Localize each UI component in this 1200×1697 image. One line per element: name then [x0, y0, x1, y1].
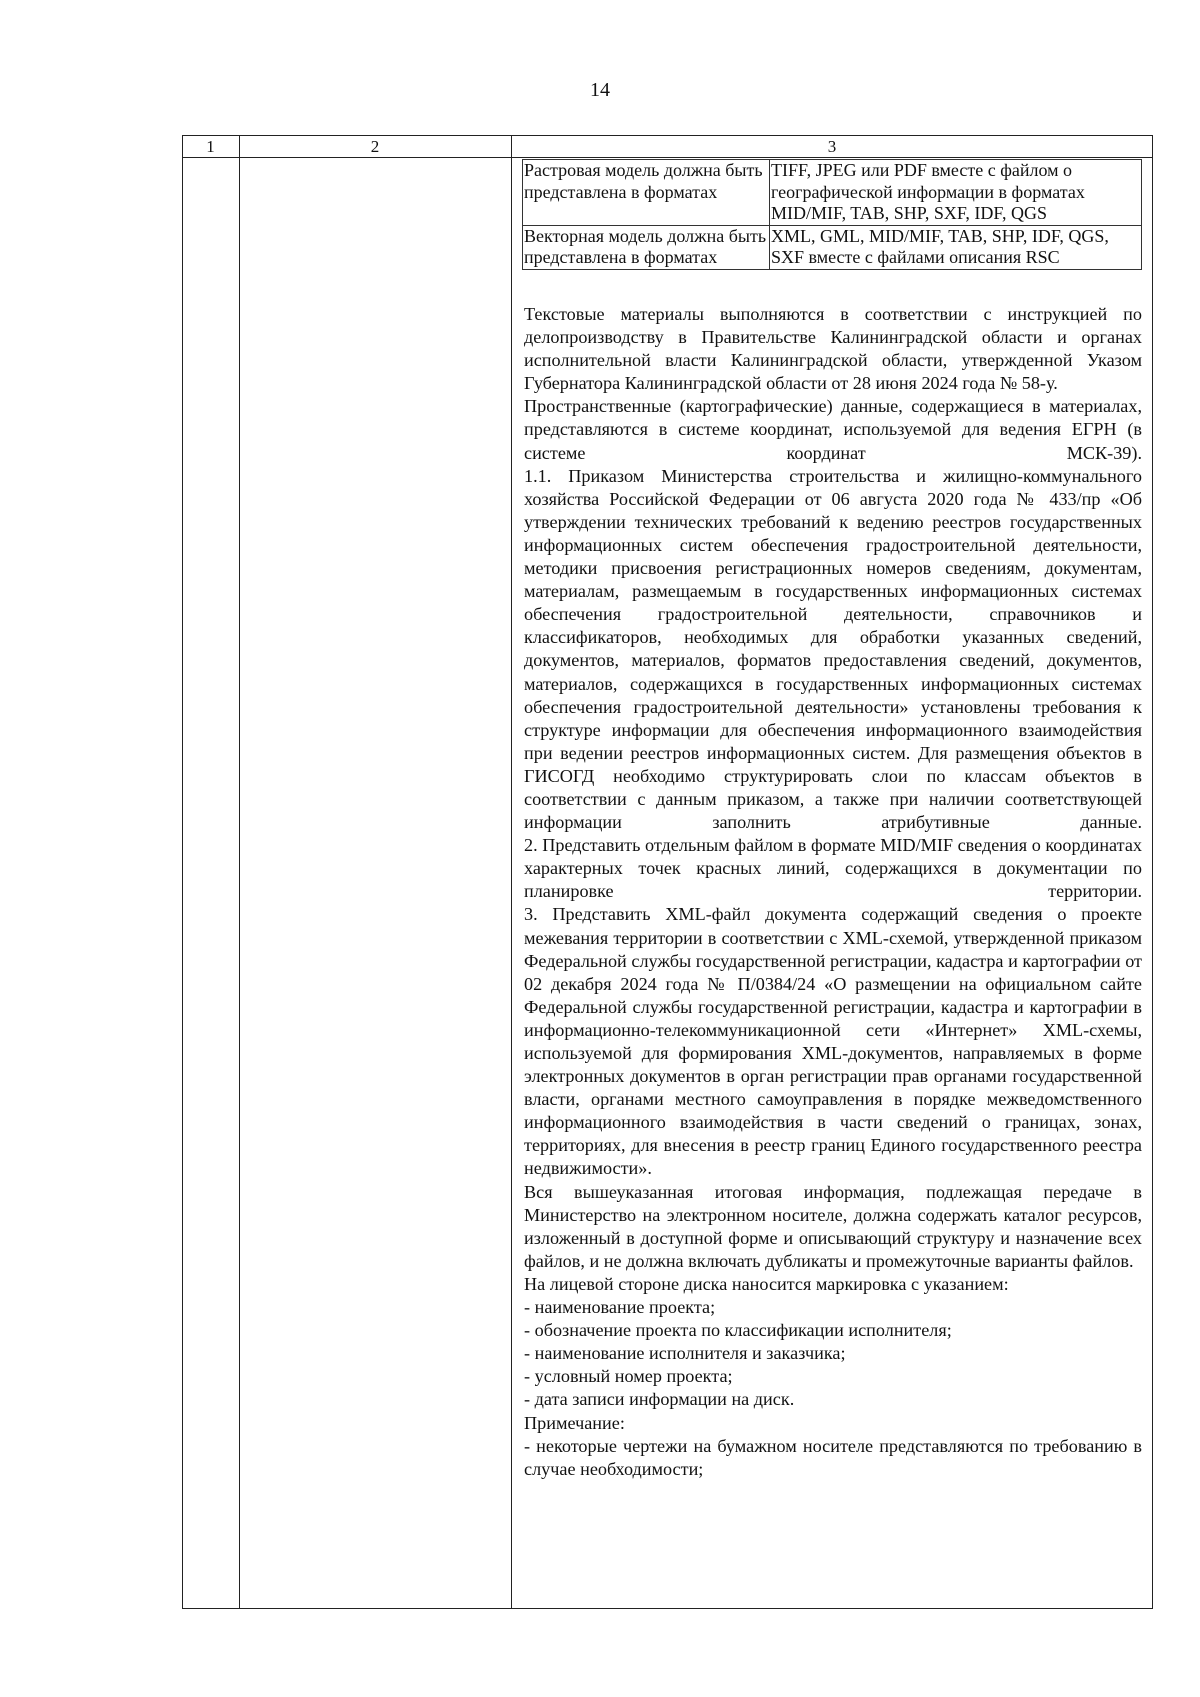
paragraph-mid-mif: 2. Представить отдельным файлом в формате MID/MIF сведения о координатах характерных точек красных линий, содержащихся в документации по планировке территории. [524, 835, 1142, 902]
formats-value: XML, GML, MID/MIF, TAB, SHP, IDF, QGS, SXF вместе с файлами описания RSC [770, 225, 1142, 269]
list-item: - дата записи информации на диск. [524, 1389, 795, 1410]
note-heading: Примечание: [524, 1412, 625, 1433]
column-divider-2 [511, 135, 512, 1609]
column-divider-1 [239, 135, 240, 1609]
paragraph-text-materials: Текстовые материалы выполняются в соответствии с инструкцией по делопроизводству в Правительстве Калининградской области и органах исполнительной власти Калининградской области, утвержденной Указом Губернатора Калининградской области от 28 июня 2024 года № 58-у. [524, 304, 1142, 394]
paragraph-disc-marking: На лицевой стороне диска наносится маркировка с указанием: [524, 1273, 1009, 1294]
list-item: - наименование исполнителя и заказчика; [524, 1343, 846, 1364]
header-row-divider [182, 157, 1153, 158]
formats-row-vector [523, 225, 1142, 269]
formats-label: Векторная модель должна быть представлена в форматах [523, 225, 770, 269]
list-item: - наименование проекта; [524, 1297, 716, 1318]
formats-row-raster [523, 160, 1142, 226]
formats-label: Растровая модель должна быть представлена в форматах [523, 160, 770, 226]
paragraph-xml-file: 3. Представить XML-файл документа содержащий сведения о проекте межевания территории в соответствии с XML-схемой, утвержденной приказом Федеральной службы государственной регистрации, кадастра и картографии от 02 декабря 2024 года № П/0384/24 «О размещении на официальном сайте Федеральной службы государственной регистрации, кадастра и картографии в информационно-телекоммуникационной сети «Интернет» XML-схемы, используемой для формирования XML-документов, направляемых в форме электронных документов в орган регистрации прав органами государственной власти, органами местного самоуправления в порядке межведомственного информационного взаимодействия в части сведений о границах, зонах, территориях, для внесения в реестр границ Единого государственного реестра недвижимости». [524, 904, 1142, 1179]
column-header-1: 1 [206, 137, 215, 156]
column-header-3: 3 [827, 137, 837, 156]
list-item: - условный номер проекта; [524, 1366, 733, 1387]
paragraph-order-433: 1.1. Приказом Министерства строительства и жилищно-коммунального хозяйства Российской Федерации от 06 августа 2020 года № 433/пр «Об утверждении технических требований к ведению реестров государственных информационных систем обеспечения градостроительной деятельности, методики присвоения регистрационных номеров сведениям, документам, материалам, размещаемым в государственных информационных системах обеспечения градостроительной деятельности, справочников и классификаторов, необходимых для обработки указанных сведений, документов, материалов, форматов предоставления сведений, документов, материалов, содержащихся в государственных информационных системах обеспечения градостроительной деятельности» установлены требования к структуре информации для обеспечения информационного взаимодействия при ведении реестров информационных систем. Для размещения объектов в ГИСОГД необходимо структурировать слои по классам объектов в соответствии с данным приказом, а также при наличии соответствующей информации заполнить атрибутивные данные. [524, 465, 1142, 833]
column-header-2: 2 [370, 137, 380, 156]
list-item: - обозначение проекта по классификации исполнителя; [524, 1320, 952, 1341]
page-number: 14 [590, 79, 610, 101]
paragraph-all-information: Вся вышеуказанная итоговая информация, подлежащая передаче в Министерство на электронном носителе, должна содержать каталог ресурсов, изложенный в доступной форме и описывающий структуру и назначение всех файлов, и не должна включать дубликаты и промежуточные варианты файлов. [524, 1181, 1142, 1271]
formats-table [522, 159, 1142, 270]
note-item: - некоторые чертежи на бумажном носителе представляются по требованию в случае необходимости; [524, 1435, 1142, 1479]
paragraph-spatial-data: Пространственные (картографические) данные, содержащиеся в материалах, представляются в системе координат, используемой для ведения ЕГРН (в системе координат МСК-39). [524, 396, 1142, 463]
formats-value: TIFF, JPEG или PDF вместе с файлом о географической информации в форматах MID/MIF, TAB, SHP, SXF, IDF, QGS [770, 160, 1142, 226]
requirements-text [524, 303, 1142, 1481]
